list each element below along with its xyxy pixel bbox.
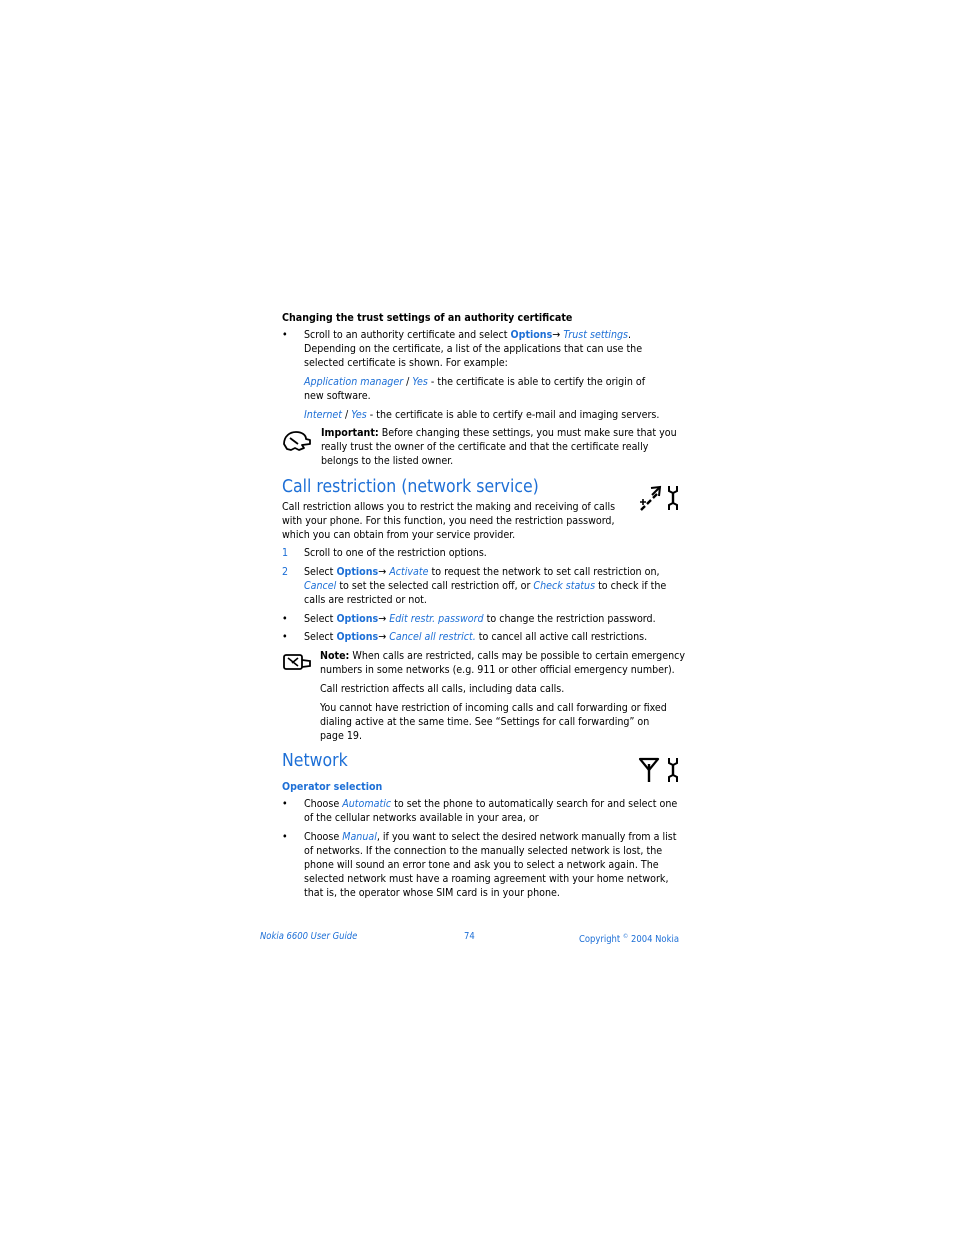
- network-antenna-icon: [638, 756, 660, 784]
- bullet: •: [282, 631, 288, 643]
- bullet: •: [282, 329, 288, 341]
- bullet-text-line: Select Options→ Cancel all restrict. to cancel all active call restrictions.: [304, 631, 648, 643]
- section-title-network: Network: [282, 751, 348, 771]
- section-heading-trust-settings: Changing the trust settings of an authority certificate: [282, 312, 573, 324]
- note-text-line: You cannot have restriction of incoming calls and call forwarding or fixed: [320, 702, 667, 714]
- bullet-text-line: selected certificate is shown. For example:: [304, 357, 508, 369]
- note-text-line: Note: When calls are restricted, calls may be possible to certain emergency: [320, 650, 685, 662]
- important-text-line: really trust the owner of the certificate and that the certificate really: [321, 441, 649, 453]
- note-text-line: dialing active at the same time. See “Settings for call forwarding” on: [320, 716, 650, 728]
- footer-copyright: Copyright © 2004 Nokia: [579, 933, 679, 946]
- note-text-line: page 19.: [320, 730, 362, 742]
- bullet-text-line: of networks. If the connection to the manually selected network is lost, the: [304, 845, 663, 857]
- paragraph-line: with your phone. For this function, you need the restriction password,: [282, 515, 615, 527]
- paragraph-line: which you can obtain from your service provider.: [282, 529, 516, 541]
- bullet-text-line: Choose Automatic to set the phone to automatically search for and select one: [304, 798, 678, 810]
- tools-wrench-icon: [666, 756, 680, 784]
- footer-guide-title: Nokia 6600 User Guide: [260, 931, 358, 942]
- important-hand-icon: [282, 430, 312, 452]
- step-text: Select Options→ Activate to request the network to set call restriction on,: [304, 566, 660, 578]
- page-number: 74: [464, 931, 475, 942]
- step-text: Cancel to set the selected call restriction off, or Check status to check if the: [304, 580, 667, 592]
- bullet-text-line: Select Options→ Edit restr. password to change the restriction password.: [304, 613, 656, 625]
- step-number: 1: [282, 547, 289, 559]
- bullet-text-line: Choose Manual, if you want to select the desired network manually from a list: [304, 831, 677, 843]
- step-number: 2: [282, 566, 289, 578]
- bullet-text-line: Scroll to an authority certificate and select Options→ Trust settings.: [304, 329, 632, 341]
- step-text: calls are restricted or not.: [304, 594, 427, 606]
- important-text-line: belongs to the listed owner.: [321, 455, 454, 467]
- bullet: •: [282, 831, 288, 843]
- subheading-operator-selection: Operator selection: [282, 781, 383, 793]
- note-hand-icon: [282, 652, 312, 672]
- bullet-text-line: Depending on the certificate, a list of the applications that can use the: [304, 343, 643, 355]
- example-line: Application manager / Yes - the certificate is able to certify the origin of: [304, 376, 646, 388]
- step-text: Scroll to one of the restriction options.: [304, 547, 487, 559]
- paragraph-line: Call restriction allows you to restrict the making and receiving of calls: [282, 501, 616, 513]
- bullet-text-line: that is, the operator whose SIM card is in your phone.: [304, 887, 560, 899]
- bullet: •: [282, 613, 288, 625]
- note-text-line: numbers in some networks (e.g. 911 or other official emergency number).: [320, 664, 675, 676]
- call-restriction-icon: [638, 484, 664, 512]
- important-text-line: Important: Before changing these settings, you must make sure that you: [321, 427, 677, 439]
- bullet-text-line: selected network must have a roaming agreement with your home network,: [304, 873, 669, 885]
- example-line: new software.: [304, 390, 371, 402]
- bullet-text-line: phone will sound an error tone and ask you to select a network again. The: [304, 859, 659, 871]
- bullet-text-line: of the cellular networks available in your area, or: [304, 812, 539, 824]
- example-line: Internet / Yes - the certificate is able to certify e-mail and imaging servers.: [304, 409, 660, 421]
- bullet: •: [282, 798, 288, 810]
- tools-wrench-icon: [666, 484, 680, 512]
- note-text-line: Call restriction affects all calls, including data calls.: [320, 683, 565, 695]
- section-title-call-restriction: Call restriction (network service): [282, 477, 539, 497]
